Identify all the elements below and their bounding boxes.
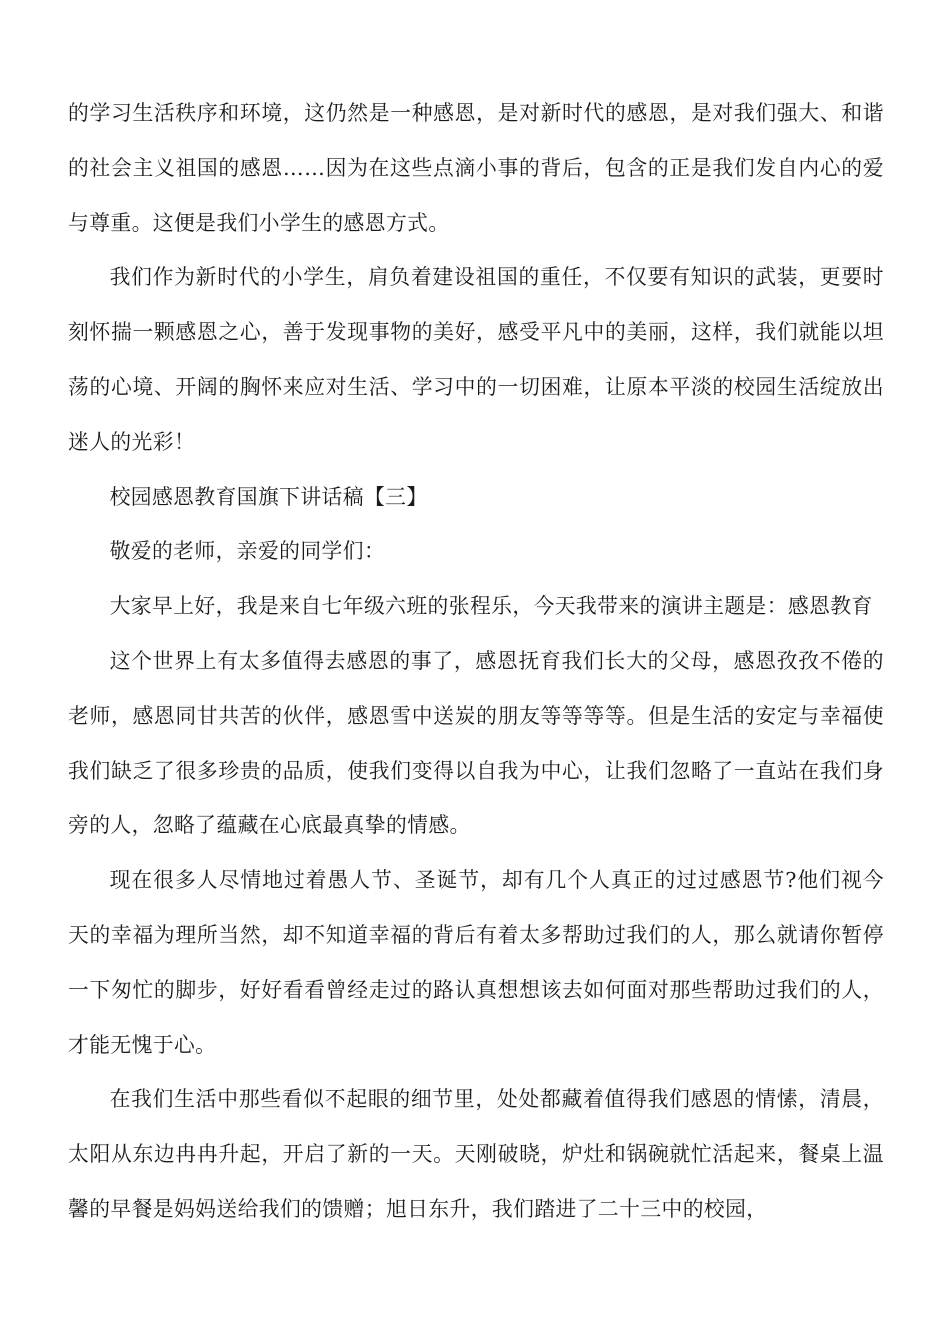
paragraph-5: 在我们生活中那些看似不起眼的细节里，处处都藏着值得我们感恩的情愫，清晨，太阳从东边冉冉升起，开启了新的一天。天刚破晓，炉灶和锅碗就忙活起来，餐桌上温馨的早餐是妈妈送给我们的馈赠；旭日东升，我们踏进了二十三中的校园，: [68, 1087, 884, 1221]
paragraph-4: 现在很多人尽情地过着愚人节、圣诞节，却有几个人真正的过过感恩节?他们视今天的幸福为理所当然，却不知道幸福的背后有着太多帮助过我们的人，那么就请你暂停一下匆忙的脚步，好好看看曾经走过的路认真想想该去如何面对那些帮助过我们的人，才能无愧于心。: [68, 868, 884, 1057]
document-body: [68, 86, 884, 1237]
paragraph-1: 的学习生活秩序和环境，这仍然是一种感恩，是对新时代的感恩，是对我们强大、和谐的社会主义祖国的感恩……因为在这些点滴小事的背后，包含的正是我们发自内心的爱与尊重。这便是我们小学生的感恩方式。: [68, 101, 884, 235]
paragraph-2: 我们作为新时代的小学生，肩负着建设祖国的重任，不仅要有知识的武装，更要时刻怀揣一颗感恩之心，善于发现事物的美好，感受平凡中的美丽，这样，我们就能以坦荡的心境、开阔的胸怀来应对生活、学习中的一切困难，让原本平淡的校园生活绽放出迷人的光彩！: [68, 265, 884, 454]
paragraph-greeting: 大家早上好，我是来自七年级六班的张程乐，今天我带来的演讲主题是：感恩教育: [109, 594, 873, 619]
paragraph-3: 这个世界上有太多值得去感恩的事了，感恩抚育我们长大的父母，感恩孜孜不倦的老师，感恩同甘共苦的伙伴，感恩雪中送炭的朋友等等等等。但是生活的安定与幸福使我们缺乏了很多珍贵的品质，使我们变得以自我为中心，让我们忽略了一直站在我们身旁的人，忽略了蕴藏在心底最真挚的情感。: [68, 648, 884, 838]
salutation: 敬爱的老师，亲爱的同学们：: [109, 539, 386, 564]
section-heading: 校园感恩教育国旗下讲话稿【三】: [109, 484, 428, 509]
